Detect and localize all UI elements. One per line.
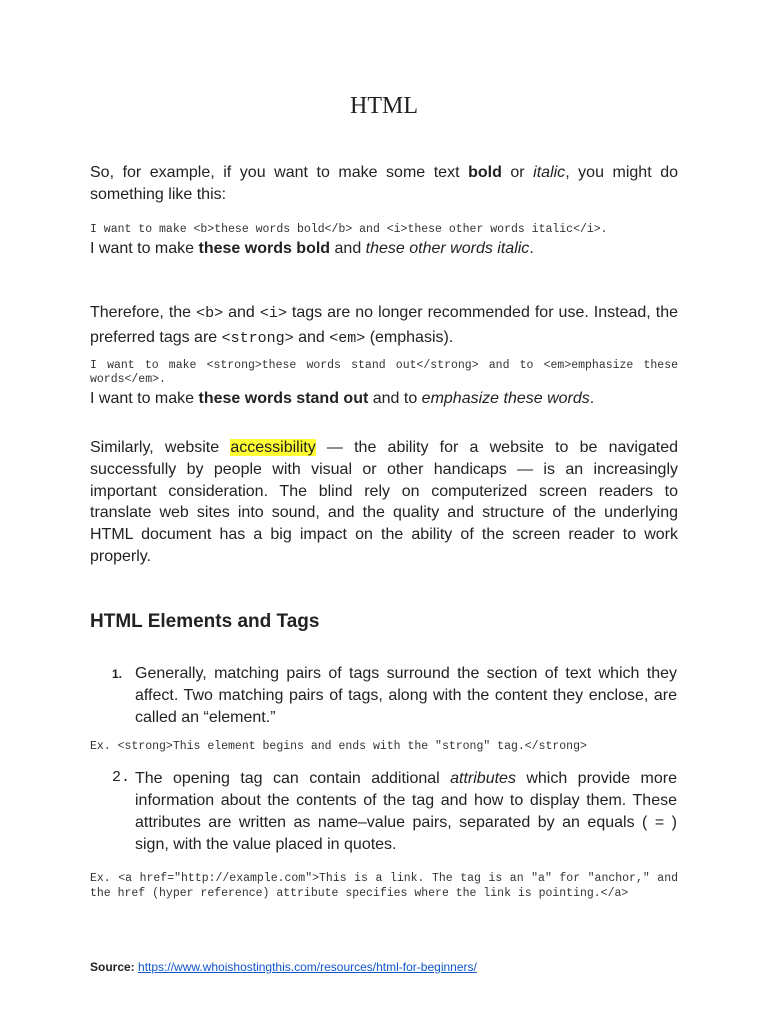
inline-code: <strong> [221,330,294,347]
text-run: The opening tag can contain additional [135,770,451,787]
accessibility-paragraph [90,437,678,568]
text-run: and [293,329,330,346]
inline-code: <b> [196,305,224,322]
bold-word: bold [468,164,502,181]
list-number: 1. [112,667,123,681]
code-example-2: I want to make <strong>these words stand out</strong> and to <em>emphasize these words</em>. [90,359,678,386]
text-run: So, for example, if you want to make some text [90,164,469,181]
text-run: or [501,164,534,181]
text-run: I want to make [90,390,199,407]
rendered-example-2 [90,388,678,410]
text-run: (emphasis). [365,329,454,346]
text-run: and [223,304,260,321]
list-item-1: Generally, matching pairs of tags surround the section of text which they affect. Two matching pairs of tags, along with the content they enclose, are called an “element.” [135,665,677,726]
text-run: — the ability for a website to be navigated successfully by people with visual or other handicaps — is an increasingly important consideration. The blind rely on computerized screen readers to translate web sites into sound, and the quality and structure of the underlying HTML document has a big impact on the ability of the screen reader to work properly. [90,439,679,565]
text-run: Therefore, the [90,304,197,321]
text-run: Similarly, website [90,439,231,456]
tags-paragraph [90,301,678,351]
source-label: Source: [90,960,135,974]
bold-text: these words bold [198,240,331,257]
source-citation [90,960,477,974]
text-run: which provide more information about the contents of the tag and how to display them. These attributes are written as name–value pairs, separated by an equals ( = ) sign, with the value placed in quotes. [135,770,678,853]
intro-paragraph [90,162,678,206]
text-run: , you might do something like this: [90,164,678,203]
bold-text: these words stand out [198,390,369,407]
list-item-2 [135,768,677,856]
highlighted-word: accessibility [230,439,316,456]
italic-word: italic [533,164,566,181]
text-run: and to [368,390,422,407]
list-number: 2. [112,769,131,786]
example-code-1: Ex. <strong>This element begins and ends with the "strong" tag.</strong> [90,740,587,753]
text-run: . [529,240,534,257]
inline-code: <i> [259,305,287,322]
text-run: tags are no longer recommended for use. Instead, the preferred tags are [90,304,678,346]
text-run: and [330,240,366,257]
text-run: . [589,390,595,407]
inline-code: <em> [329,330,366,347]
italic-word: attributes [450,770,516,787]
source-link[interactable]: https://www.whoishostingthis.com/resources/html-for-beginners/ [138,960,477,974]
rendered-example-1 [90,238,690,260]
section-heading: HTML Elements and Tags [90,611,320,632]
italic-text: emphasize these words [421,390,590,407]
code-example-1: I want to make <b>these words bold</b> and <i>these other words italic</i>. [90,223,608,236]
text-run: I want to make [90,240,199,257]
italic-text: these other words italic [365,240,530,257]
example-code-2: Ex. <a href="http://example.com">This is a link. The tag is an "a" for "anchor," and the href (hyper reference) attribute specifies where the link is pointing.</a> [90,872,678,900]
page-title: HTML [350,93,418,119]
